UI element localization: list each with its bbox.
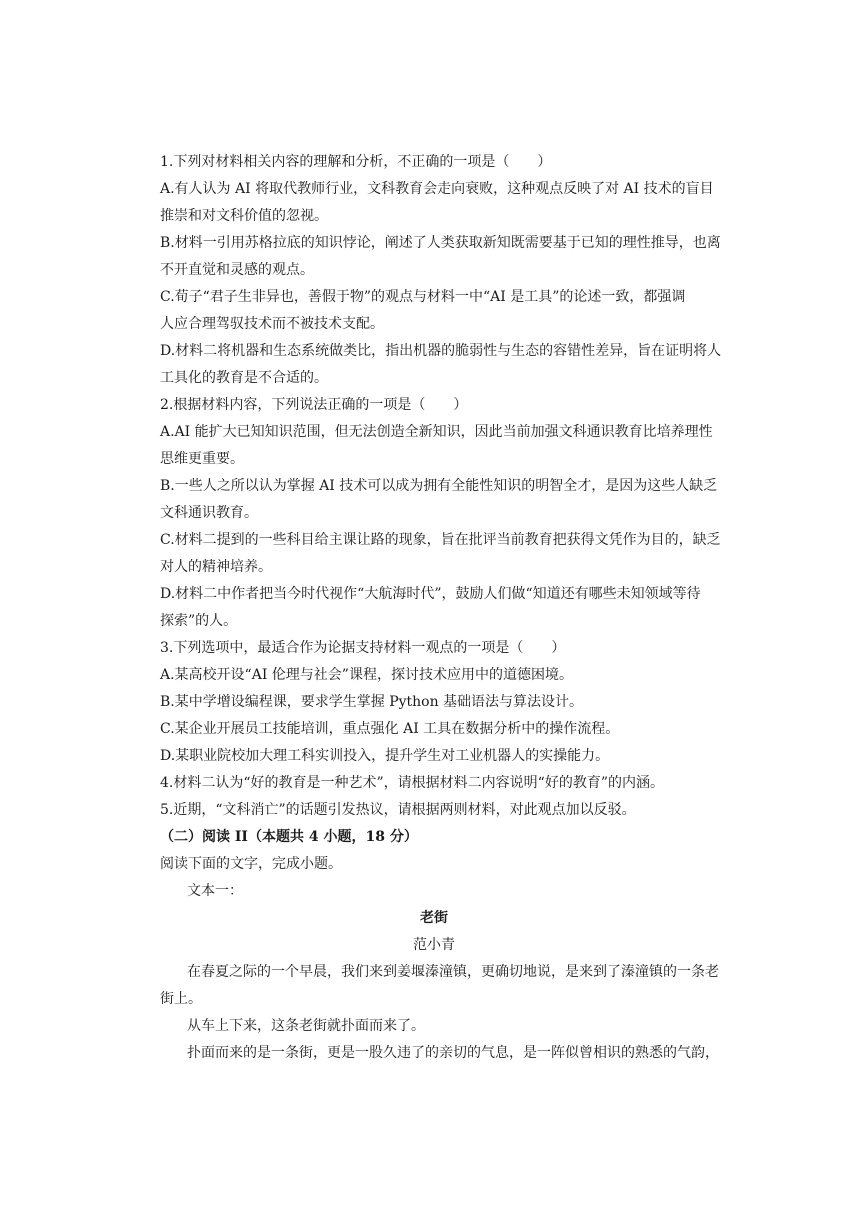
q1-option-b-line1: B.材料一引用苏格拉底的知识悖论，阐述了人类获取新知既需要基于已知的理性推导，也离 xyxy=(160,235,721,251)
question-3-stem: 3.下列选项中，最适合作为论据支持材料一观点的一项是（ ） xyxy=(160,640,566,656)
question-4-stem: 4.材料二认为“好的教育是一种艺术”，请根据材料二内容说明“好的教育”的内涵。 xyxy=(160,775,664,791)
q2-option-a-line2: 思维更重要。 xyxy=(160,451,244,467)
q3-option-c: C.某企业开展员工技能培训，重点强化 AI 工具在数据分析中的操作流程。 xyxy=(160,721,620,737)
article-title: 老街 xyxy=(420,910,448,926)
article-paragraph-3-line1: 扑面而来的是一条街，更是一股久违了的亲切的气息，是一阵似曾相识的熟悉的气韵， xyxy=(187,1045,719,1061)
question-1-stem: 1.下列对材料相关内容的理解和分析，不正确的一项是（ ） xyxy=(160,154,552,170)
q1-option-b-line2: 不开直觉和灵感的观点。 xyxy=(160,262,314,278)
q2-option-c-line2: 对人的精神培养。 xyxy=(160,559,272,575)
q1-option-c-line2: 人应合理驾驭技术而不被技术支配。 xyxy=(160,316,384,332)
q1-option-d-line2: 工具化的教育是不合适的。 xyxy=(160,370,328,386)
text-label: 文本一： xyxy=(187,883,243,899)
question-5-stem: 5.近期，“文科消亡”的话题引发热议，请根据两则材料，对此观点加以反驳。 xyxy=(160,802,636,818)
q3-option-b: B.某中学增设编程课，要求学生掌握 Python 基础语法与算法设计。 xyxy=(160,694,584,710)
q2-option-c-line1: C.材料二提到的一些科目给主课让路的现象，旨在批评当前教育把获得文凭作为目的，缺乏 xyxy=(160,532,721,548)
q2-option-d-line2: 探索”的人。 xyxy=(160,613,238,629)
q3-option-a: A.某高校开设“AI 伦理与社会”课程，探讨技术应用中的道德困境。 xyxy=(160,667,573,683)
question-2-stem: 2.根据材料内容，下列说法正确的一项是（ ） xyxy=(160,397,468,413)
q2-option-b-line1: B.一些人之所以认为掌握 AI 技术可以成为拥有全能性知识的明智全才，是因为这些人缺乏 xyxy=(160,478,718,494)
q2-option-b-line2: 文科通识教育。 xyxy=(160,505,258,521)
q1-option-c-line1: C.荀子“君子生非异也，善假于物”的观点与材料一中“AI 是工具”的论述一致，都强调 xyxy=(160,289,686,305)
q1-option-a-line1: A.有人认为 AI 将取代教师行业，文科教育会走向衰败，这种观点反映了对 AI 技术的盲目 xyxy=(160,181,714,197)
q1-option-d-line1: D.材料二将机器和生态系统做类比，指出机器的脆弱性与生态的容错性差异，旨在证明将人 xyxy=(160,343,722,359)
article-paragraph-1-line1: 在春夏之际的一个早晨，我们来到姜堰溱潼镇，更确切地说，是来到了溱潼镇的一条老 xyxy=(187,964,719,980)
article-author: 范小青 xyxy=(413,937,455,953)
section-instruction: 阅读下面的文字，完成小题。 xyxy=(160,856,342,872)
q3-option-d: D.某职业院校加大理工科实训投入，提升学生对工业机器人的实操能力。 xyxy=(160,748,610,764)
q1-option-a-line2: 推崇和对文科价值的忽视。 xyxy=(160,208,328,224)
article-paragraph-2: 从车上下来，这条老街就扑面而来了。 xyxy=(187,1018,425,1034)
section-heading: （二）阅读 II（本题共 4 小题，18 分） xyxy=(160,829,418,845)
q2-option-a-line1: A.AI 能扩大已知知识范围，但无法创造全新知识，因此当前加强文科通识教育比培养理性 xyxy=(160,424,713,440)
article-paragraph-1-line2: 街上。 xyxy=(160,991,202,1007)
q2-option-d-line1: D.材料二中作者把当今时代视作“大航海时代”，鼓励人们做“知道还有哪些未知领域等待 xyxy=(160,586,701,602)
